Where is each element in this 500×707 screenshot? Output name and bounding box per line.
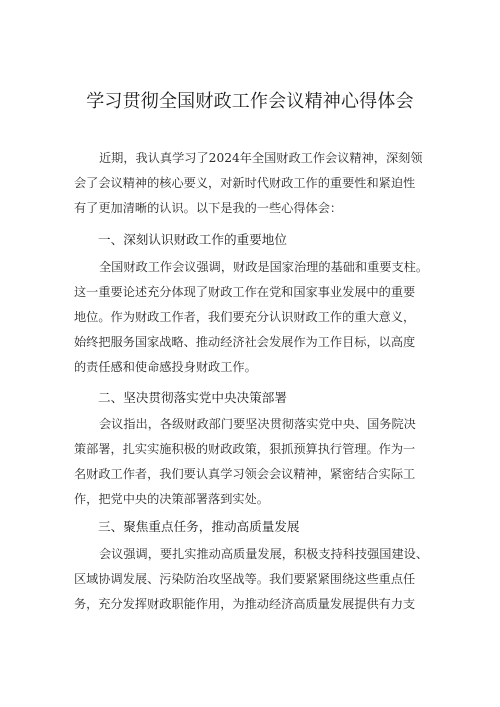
intro-paragraph (74, 146, 440, 221)
document-title: 学习贯彻全国财政工作会议精神心得体会 (86, 91, 414, 112)
paragraph-line: 有了更加清晰的认识。以下是我的一些心得体会： (74, 201, 343, 215)
paragraph-line: 近期，我认真学习了2024年全国财政工作会议精神，深刻领 (99, 151, 423, 165)
paragraph-line: 全国财政工作会议强调，财政是国家治理的基础和重要支柱。 (99, 260, 429, 274)
paragraph-line: 区域协调发展、污染防治攻坚战等。我们要紧紧围绕这些重点任 (74, 572, 416, 586)
section-1-paragraph (74, 255, 440, 380)
paragraph-line: 会了会议精神的核心要义，对新时代财政工作的重要性和紧迫性 (74, 176, 416, 190)
paragraph-line: 的责任感和使命感投身财政工作。 (74, 360, 257, 374)
paragraph-line: 会议强调，要扎实推动高质量发展，积极支持科技强国建设、 (99, 547, 429, 561)
paragraph-line: 始终把服务国家战略、推动经济社会发展作为工作目标，以高度 (74, 335, 416, 349)
section-heading-3: 三、聚焦重点任务，推动高质量发展 (98, 519, 300, 534)
section-heading-1: 一、深刻认识财政工作的重要地位 (98, 232, 287, 247)
paragraph-line: 这一重要论述充分体现了财政工作在党和国家事业发展中的重要 (74, 285, 416, 299)
paragraph-line: 会议指出，各级财政部门要坚决贯彻落实党中央、国务院决 (99, 417, 416, 431)
paragraph-line: 名财政工作者，我们要认真学习领会会议精神，紧密结合实际工 (74, 467, 416, 481)
section-2-paragraph (74, 412, 440, 512)
paragraph-line: 作，把党中央的决策部署落到实处。 (74, 492, 269, 506)
paragraph-line: 地位。作为财政工作者，我们要充分认识财政工作的重大意义， (74, 310, 416, 324)
paragraph-line: 策部署，扎实实施积极的财政政策，狠抓预算执行管理。作为一 (74, 442, 416, 456)
section-heading-2: 二、坚决贯彻落实党中央决策部署 (98, 390, 287, 405)
section-3-paragraph (74, 542, 440, 617)
paragraph-line: 务，充分发挥财政职能作用，为推动经济高质量发展提供有力支 (74, 597, 416, 611)
